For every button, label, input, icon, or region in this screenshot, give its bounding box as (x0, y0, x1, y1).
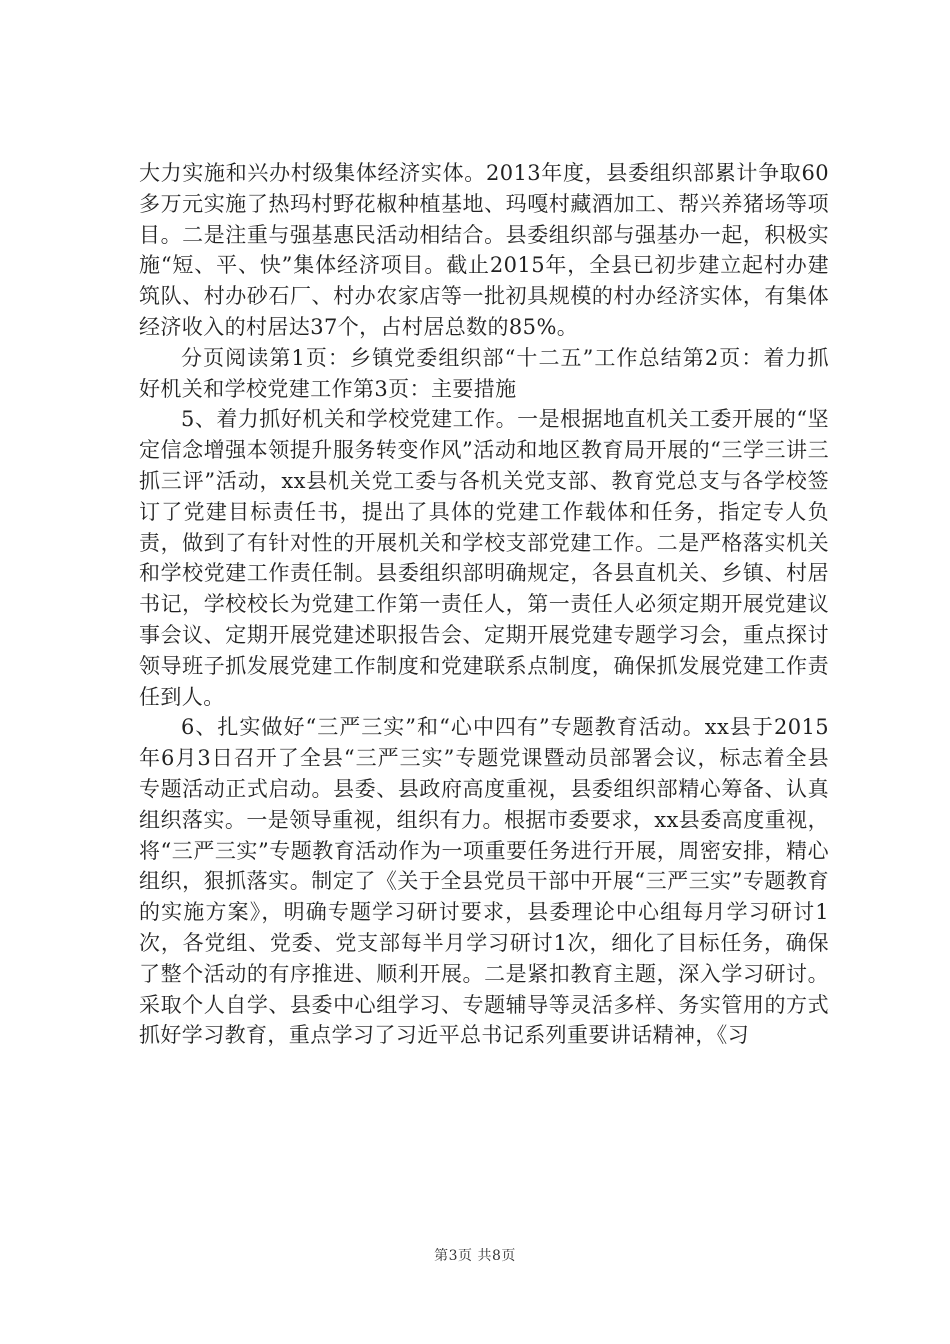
document-body (139, 158, 829, 1051)
paragraph-continuation: 大力实施和兴办村级集体经济实体。2013年度，县委组织部累计争取60多万元实施了热玛村野花椒种植基地、玛嘎村藏酒加工、帮兴养猪场等项目。二是注重与强基惠民活动相结合。县委组织部与强基办一起，积极实施“短、平、快”集体经济项目。截止2015年，全县已初步建立起村办建筑队、村办砂石厂、村办农家店等一批初具规模的村办经济实体，有集体经济收入的村居达37个，占村居总数的85%。 (139, 161, 829, 339)
paragraph-section-5: 5、着力抓好机关和学校党建工作。一是根据地直机关工委开展的“坚定信念增强本领提升服务转变作风”活动和地区教育局开展的“三学三讲三抓三评”活动，xx县机关党工委与各机关党支部、教育党总支与各学校签订了党建目标责任书，提出了具体的党建工作载体和任务，指定专人负责，做到了有针对性的开展机关和学校支部党建工作。二是严格落实机关和学校党建工作责任制。县委组织部明确规定，各县直机关、乡镇、村居书记，学校校长为党建工作第一责任人，第一责任人必须定期开展党建议事会议、定期开展党建述职报告会、定期开展党建专题学习会，重点探讨领导班子抓发展党建工作制度和党建联系点制度，确保抓发展党建工作责任到人。 (139, 407, 829, 709)
paragraph-pagination-links: 分页阅读第1页：乡镇党委组织部“十二五”工作总结第2页：着力抓好机关和学校党建工作第3页：主要措施 (139, 345, 829, 401)
paragraph-section-6: 6、扎实做好“三严三实”和“心中四有”专题教育活动。xx县于2015年6月3日召开了全县“三严三实”专题党课暨动员部署会议，标志着全县专题活动正式启动。县委、县政府高度重视，县委组织部精心筹备、认真组织落实。一是领导重视，组织有力。根据市委要求，xx县委高度重视，将“三严三实”专题教育活动作为一项重要任务进行开展，周密安排，精心组织，狠抓落实。制定了《关于全县党员干部中开展“三严三实”专题教育的实施方案》，明确专题学习研讨要求，县委理论中心组每月学习研讨1次，各党组、党委、党支部每半月学习研讨1次，细化了目标任务，确保了整个活动的有序推进、顺利开展。二是紧扣教育主题，深入学习研讨。采取个人自学、县委中心组学习、专题辅导等灵活多样、务实管用的方式抓好学习教育，重点学习了习近平总书记系列重要讲话精神，《习 (139, 715, 829, 1048)
page-footer: 第3页 共8页 (434, 1248, 516, 1264)
